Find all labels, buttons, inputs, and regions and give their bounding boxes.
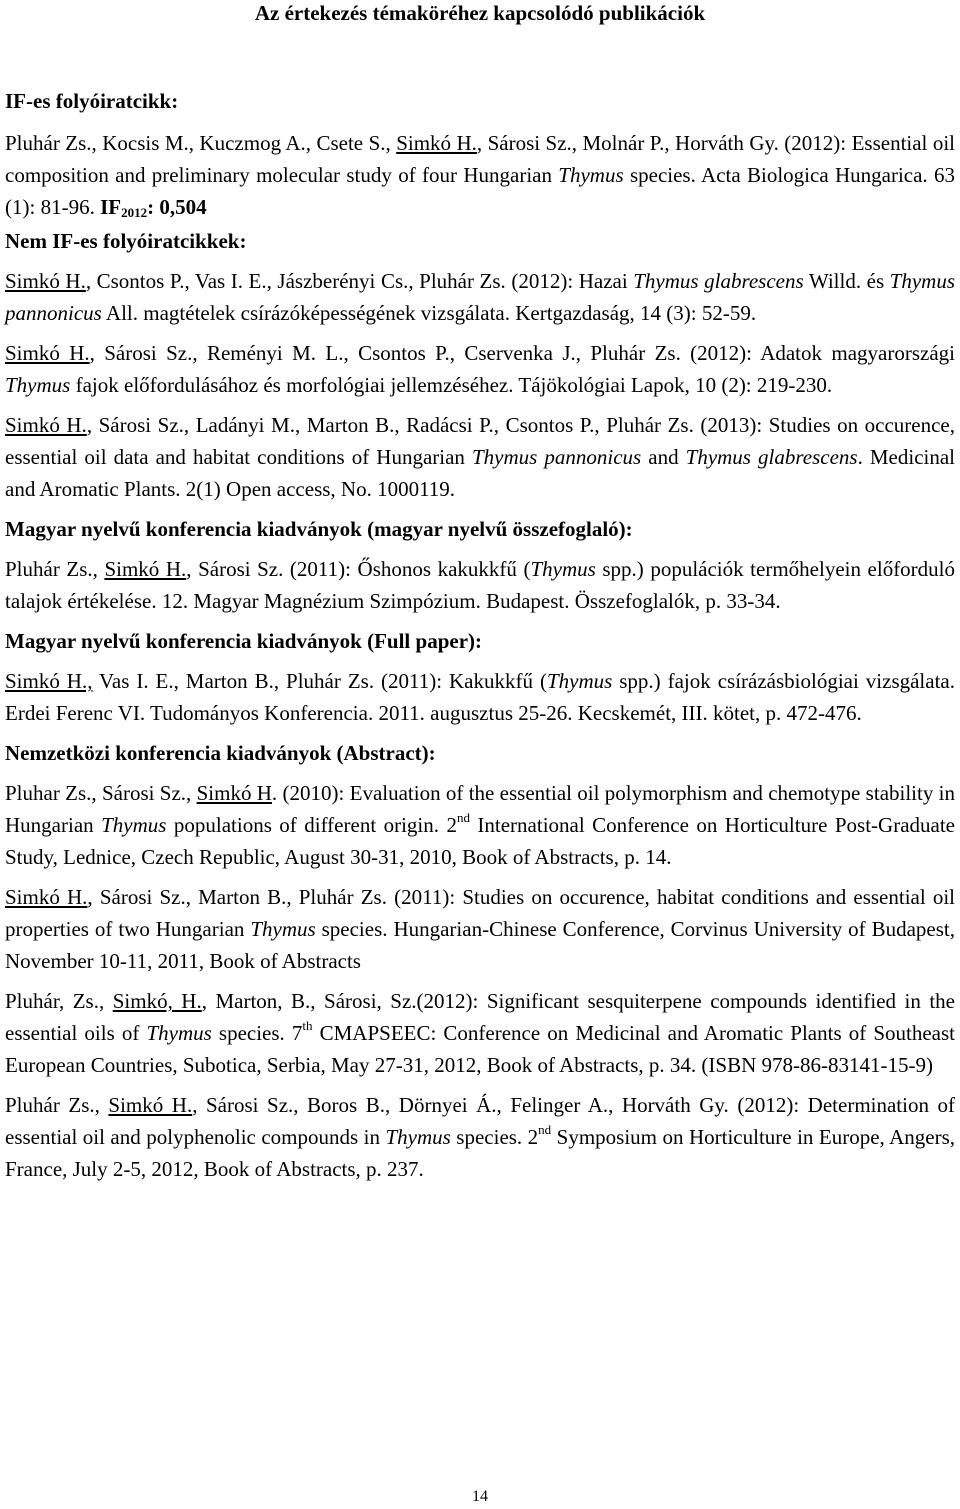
author-highlight: Simkó H.: [5, 885, 88, 909]
citation-text: species. 7: [211, 1021, 303, 1045]
heading-non-if-journal: Nem IF-es folyóiratcikkek:: [5, 229, 247, 253]
author-highlight: Simkó H.: [5, 269, 86, 293]
publication-hu-abstract-1: [5, 553, 955, 617]
genus-name: Thymus: [385, 1125, 451, 1149]
publication-intl-3: [5, 985, 955, 1081]
genus-name: Thymus: [101, 813, 167, 837]
genus-name: Thymus: [558, 163, 624, 187]
citation-text: Willd. és: [803, 269, 890, 293]
genus-name: Thymus: [530, 557, 596, 581]
citation-tail: spp.) populációk termőhelyein előforduló talajok értékelése. 12. Magyar Magnézium Szimpózium. Budapest. Összefoglalók, p. 33-34.: [5, 557, 956, 613]
authors: Pluhár Zs.,: [5, 1093, 109, 1117]
citation-tail: International Conference on Horticulture Post-Graduate Study, Lednice, Czech Republic, August 30-31, 2010, Book of Abstracts, p. 14.: [5, 813, 955, 869]
authors: Pluhár Zs., Kocsis M., Kuczmog A., Csete S.,: [5, 131, 397, 155]
citation-text: and: [641, 445, 686, 469]
species-name: Thymus pannonicus: [5, 269, 956, 325]
citation-tail: CMAPSEEC: Conference on Medicinal and Aromatic Plants of Southeast European Countries, Subotica, Serbia, May 27-31, 2012, Book of Abstracts, p. 34. (ISBN 978-86-83141-15-9): [5, 1021, 955, 1077]
citation-text: , Sárosi Sz., Reményi M. L., Csontos P., Cservenka J., Pluhár Zs. (2012): Adatok magyarországi: [89, 341, 955, 365]
impact-factor: [100, 195, 207, 219]
author-highlight: Simkó H.: [396, 131, 477, 155]
species-name: Thymus glabrescens: [633, 269, 804, 293]
citation-tail: species. Hungarian-Chinese Conference, Corvinus University of Budapest, November 10-11, 2011, Book of Abstracts: [5, 917, 955, 973]
ordinal-suffix: nd: [456, 810, 470, 825]
heading-intl-conference: Nemzetközi konferencia kiadványok (Abstract):: [5, 741, 436, 765]
author-highlight: Simkó, H.: [112, 989, 202, 1013]
citation-text: , Sárosi Sz., Molnár P., Horváth Gy. (2012): Essential oil composition and preliminary molecular study of four Hungarian: [5, 131, 956, 187]
publication-nonif-2: [5, 337, 955, 401]
author-highlight: Simkó H: [196, 781, 272, 805]
species-name: Thymus glabrescens: [685, 445, 858, 469]
citation-text: , Marton, B., Sárosi, Sz.(2012): Significant sesquiterpene compounds identified in the essential oils of: [5, 989, 955, 1045]
publication-hu-full-1: [5, 665, 955, 729]
author-highlight: Simkó H.: [108, 1093, 193, 1117]
citation-text: , Sárosi Sz., Marton B., Pluhár Zs. (2011): Studies on occurence, habitat conditions and essential oil properties of two Hungarian: [5, 885, 956, 941]
citation-text: , Sárosi Sz., Ladányi M., Marton B., Radácsi P., Csontos P., Pluhár Zs. (2013): Studies on occurence, essential oil data and habitat conditions of Hungarian: [5, 413, 955, 469]
genus-name: Thymus: [5, 373, 71, 397]
authors: Pluhár Zs.,: [5, 557, 105, 581]
publication-nonif-3: [5, 409, 955, 505]
ordinal-suffix: nd: [538, 1122, 552, 1137]
heading-if-journal: IF-es folyóiratcikk:: [5, 89, 179, 113]
publication-nonif-1: [5, 265, 955, 329]
if-year: 2012: [121, 205, 148, 220]
citation-tail: fajok előfordulásához és morfológiai jellemzéséhez. Tájökológiai Lapok, 10 (2): 219-230.: [70, 373, 833, 397]
page-number: 14: [472, 1488, 488, 1505]
authors: Pluhar Zs., Sárosi Sz.,: [5, 781, 197, 805]
citation-text: , Sárosi Sz., Boros B., Dörnyei Á., Felinger A., Horváth Gy. (2012): Determination of essential oil and polyphenolic compounds in: [5, 1093, 956, 1149]
citation-text: species. 2: [450, 1125, 539, 1149]
genus-name: Thymus: [146, 1021, 212, 1045]
genus-name: Thymus: [546, 669, 613, 693]
page-title: Az értekezés témaköréhez kapcsolódó publikációk: [254, 1, 706, 25]
if-label: IF: [100, 195, 122, 219]
heading-hu-conference-full: Magyar nyelvű konferencia kiadványok (Full paper):: [5, 629, 483, 653]
citation-tail: All. magtételek csírázóképességének vizsgálata. Kertgazdaság, 14 (3): 52-59.: [101, 301, 757, 325]
document-page: [5, 0, 955, 1185]
author-highlight: Simkó H.: [5, 413, 87, 437]
publication-if-1: [5, 127, 955, 223]
citation-text: . (2010): Evaluation of the essential oil polymorphism and chemotype stability in Hungarian: [5, 781, 955, 837]
ordinal-suffix: th: [302, 1018, 313, 1033]
publication-intl-2: [5, 881, 955, 977]
citation-text: , Csontos P., Vas I. E., Jászberényi Cs., Pluhár Zs. (2012): Hazai: [85, 269, 634, 293]
author-highlight: Simkó H.: [104, 557, 187, 581]
author-highlight: Simkó H.: [5, 341, 90, 365]
citation-tail: Symposium on Horticulture in Europe, Angers, France, July 2-5, 2012, Book of Abstracts, p. 237.: [5, 1125, 955, 1181]
citation-tail: spp.) fajok csírázásbiológiai vizsgálata. Erdei Ferenc VI. Tudományos Konferencia. 2011. augusztus 25-26. Kecskemét, III. kötet, p. 472-476.: [5, 669, 955, 725]
author-highlight: Simkó H.,: [5, 669, 93, 693]
authors: Pluhár, Zs.,: [5, 989, 113, 1013]
genus-name: Thymus: [250, 917, 316, 941]
citation-text: , Sárosi Sz. (2011): Őshonos kakukkfű (: [186, 557, 531, 581]
citation-tail: . Medicinal and Aromatic Plants. 2(1) Open access, No. 1000119.: [5, 445, 956, 501]
publication-intl-4: [5, 1089, 955, 1185]
citation-text: Vas I. E., Marton B., Pluhár Zs. (2011): Kakukkfű (: [92, 669, 547, 693]
heading-hu-conference-abstract: Magyar nyelvű konferencia kiadványok (magyar nyelvű összefoglaló):: [5, 517, 633, 541]
citation-text: populations of different origin. 2: [166, 813, 457, 837]
citation-tail: species. Acta Biologica Hungarica. 63 (1): 81-96.: [5, 163, 955, 219]
species-name: Thymus pannonicus: [471, 445, 642, 469]
publication-intl-1: [5, 777, 955, 873]
if-value: : 0,504: [147, 195, 207, 219]
